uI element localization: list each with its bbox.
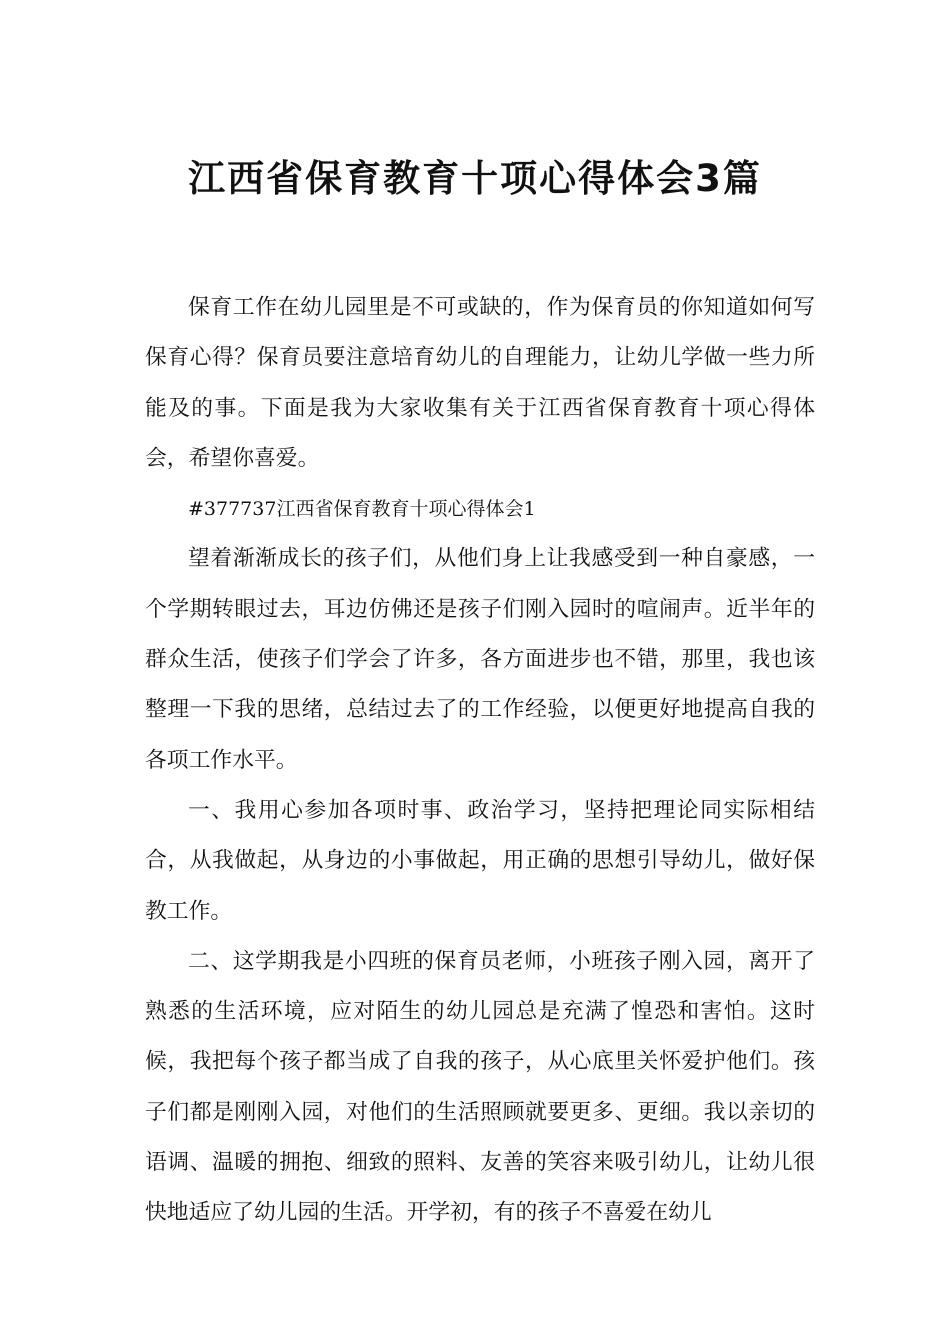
document-body [145, 283, 815, 1239]
intro-paragraph: 保育工作在幼儿园里是不可或缺的，作为保育员的你知道如何写保育心得？保育员要注意培育幼儿的自理能力，让幼儿学做一些力所能及的事。下面是我为大家收集有关于江西省保育教育十项心得体会，希望你喜爱。 [145, 295, 815, 471]
section-heading: #377737江西省保育教育十项心得体会1 [188, 498, 536, 521]
body-paragraph: 一、我用心参加各项时事、政治学习，坚持把理论同实际相结合，从我做起，从身边的小事做起，用正确的思想引导幼儿，做好保教工作。 [145, 797, 815, 924]
body-paragraph: 望着渐渐成长的孩子们，从他们身上让我感受到一种自豪感，一个学期转眼过去，耳边仿佛还是孩子们刚入园时的喧闹声。近半年的群众生活，使孩子们学会了许多，各方面进步也不错，那里，我也该整理一下我的思绪，总结过去了的工作经验，以便更好地提高自我的各项工作水平。 [145, 546, 815, 773]
document-title: 江西省保育教育十项心得体会3篇 [188, 156, 762, 200]
body-paragraph: 二、这学期我是小四班的保育员老师，小班孩子刚入园，离开了熟悉的生活环境，应对陌生的幼儿园总是充满了惶恐和害怕。这时候，我把每个孩子都当成了自我的孩子，从心底里关怀爱护他们。孩子们都是刚刚入园，对他们的生活照顾就要更多、更细。我以亲切的语调、温暖的拥抱、细致的照料、友善的笑容来吸引幼儿，让幼儿很快地适应了幼儿园的生活。开学初，有的孩子不喜爱在幼儿 [145, 948, 815, 1226]
